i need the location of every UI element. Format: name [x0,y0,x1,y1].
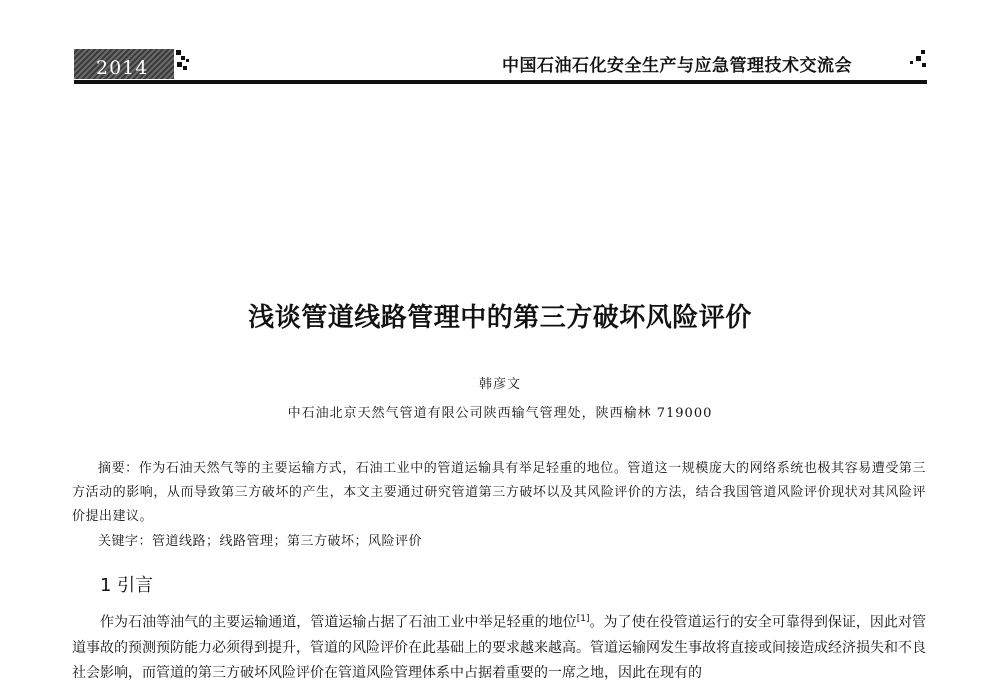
conference-title: 中国石油石化安全生产与应急管理技术交流会 [502,56,852,76]
decor-square-icon [910,61,913,64]
year-badge [74,49,174,79]
section-heading: 1 引言 [100,575,154,596]
decor-square-icon [922,63,926,67]
decor-square-icon [183,66,187,70]
body-paragraph [72,607,926,686]
abstract-paragraph: 摘要：作为石油天然气等的主要运输方式，石油工业中的管道运输具有举足轻重的地位。管道这一规模庞大的网络系统也极其容易遭受第三方活动的影响，从而导致第三方破坏的产生，本文主要通过研究管道第三方破坏以及其风险评价的方法，结合我国管道风险评价现状对其风险评价提出建议。 [72,461,926,524]
year-label: 2014 [96,57,149,79]
decor-square-icon [186,59,189,62]
header-rule [74,80,927,84]
body-text-part: 作为石油等油气的主要运输通道，管道运输占据了石油工业中举足轻重的地位 [100,614,577,631]
decor-square-icon [916,56,921,61]
author-affiliation: 中石油北京天然气管道有限公司陕西输气管理处，陕西榆林 719000 [287,406,713,421]
keywords-line: 关键字：管道线路；线路管理；第三方破坏；风险评价 [98,534,423,549]
page-header [74,46,927,82]
decor-square-icon [176,50,181,55]
citation-marker: [1] [576,614,590,624]
decor-square-icon [177,62,182,67]
paper-title: 浅谈管道线路管理中的第三方破坏风险评价 [248,303,752,333]
decor-square-icon [921,50,925,54]
body-text-part: 。为了使在役管道运行的安全可靠得到保证，因此对管道事故的预测预防能力必须得到提升，管道的风险评价在此基础上的要求越来越高。管道运输网发生事故将直接或间接造成经济损失和不良社会影响，而管道的第三方破坏风险评价在管道风险管理体系中占据着重要的一席之地，因此在现有的 [72,614,927,681]
decor-square-icon [181,56,185,60]
author-name: 韩彦文 [478,377,521,392]
